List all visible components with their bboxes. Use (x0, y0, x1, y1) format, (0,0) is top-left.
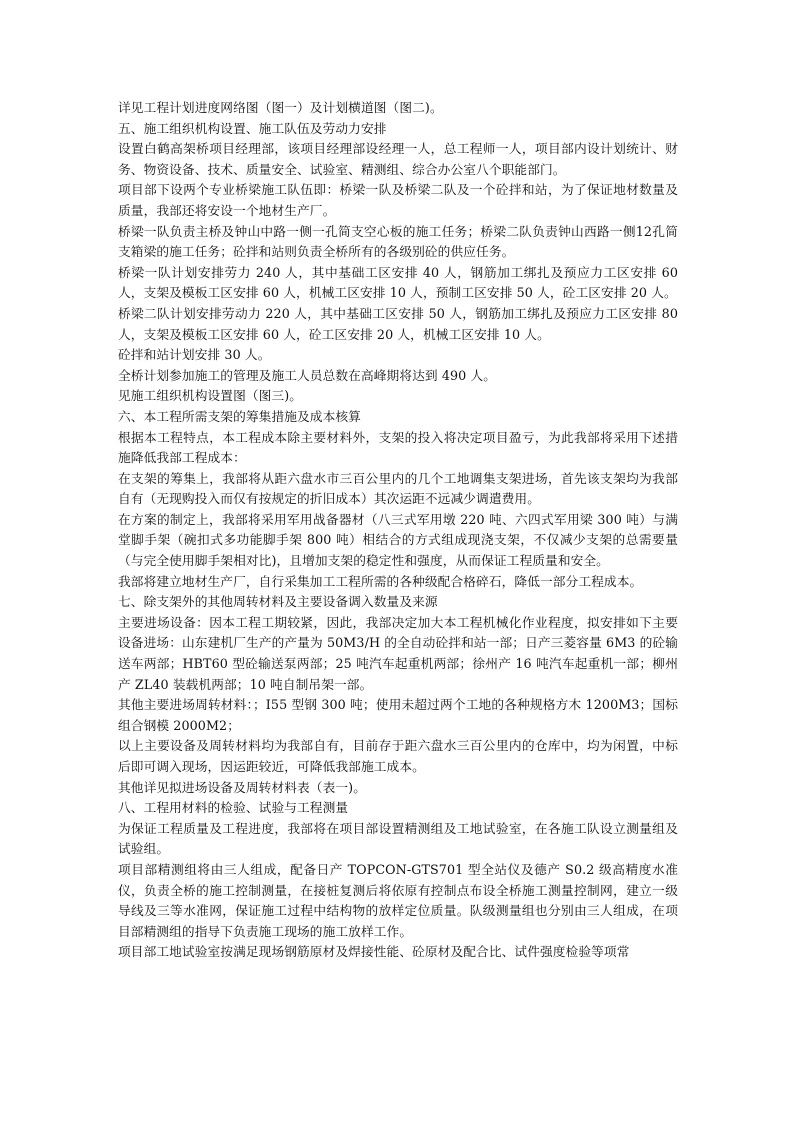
paragraph: 主要进场设备：因本工程工期较紧，因此，我部决定加大本工程机械化作业程度，拟安排如下主要设备进场：山东建机厂生产的产量为 50M3/H 的全自动砼拌和站一部；日产三菱容量 6M3 的砼输送车两部；HBT60 型砼输送泵两部；25 吨汽车起重机两部；徐州产 16 吨汽车起重机一部；柳州产 ZL40 装载机两部；10 吨自制吊架一部。 (118, 614, 678, 692)
paragraph: 在方案的制定上，我部将采用军用战备器材（八三式军用墩 220 吨、六四式军用梁 300 吨）与满堂脚手架（碗扣式多功能脚手架 800 吨）相结合的方式组成现浇支架，不仅减少支架的总需要量（与完全使用脚手架相对比)，且增加支架的稳定性和强度，从而保证工程质量和安全。 (118, 511, 678, 569)
paragraph: 设置白鹤高架桥项目经理部，该项目经理部设经理一人，总工程师一人，项目部内设计划统计、财务、物资设备、技术、质量安全、试验室、精测组、综合办公室八个职能部门。 (118, 141, 678, 177)
paragraph: 根据本工程特点，本工程成本除主要材料外，支架的投入将决定项目盈亏，为此我部将采用下述措施降低我部工程成本： (118, 429, 678, 466)
paragraph: 在支架的筹集上，我部将从距六盘水市三百公里内的几个工地调集支架进场，首先该支架均为我部自有（无现购投入而仅有按规定的折旧成本）其次运距不远减少调遣费用。 (118, 470, 678, 507)
paragraph: 我部将建立地材生产厂，自行采集加工工程所需的各种级配合格碎石，降低一部分工程成本。 (118, 573, 643, 589)
section-heading-7: 七、除支架外的其他周转材料及主要设备调入数量及来源 (118, 594, 438, 610)
section-heading-8: 八、工程用材料的检验、试验与工程测量 (118, 800, 349, 816)
section-heading-5: 五、施工组织机构设置、施工队伍及劳动力安排 (118, 120, 387, 136)
section-heading-6: 六、本工程所需支架的筹集措施及成本核算 (118, 408, 361, 424)
paragraph: 为保证工程质量及工程进度，我部将在项目部设置精测组及工地试验室，在各施工队设立测量组及试验组。 (118, 820, 678, 857)
paragraph: 项目部工地试验室按满足现场钢筋原材及焊接性能、砼原材及配合比、试件强度检验等项常 (118, 944, 630, 960)
paragraph: 项目部精测组将由三人组成，配备日产 TOPCON-GTS701 型全站仪及德产 S0.2 级高精度水准仪，负责全桥的施工控制测量，在接桩复测后将依原有控制点布设全桥施工测量控制网，建立一级导线及三等水准网，保证施工过程中结构物的放样定位质量。队级测量组也分别由三人组成，在项目部精测组的指导下负责施工现场的施工放样工作。 (118, 861, 678, 939)
paragraph: 桥梁一队负责主桥及钟山中路一侧一孔简支空心板的施工任务；桥梁二队负责钟山西路一侧12孔简支箱梁的施工任务；砼拌和站则负责全桥所有的各级别砼的供应任务。 (118, 223, 678, 260)
paragraph: 全桥计划参加施工的管理及施工人员总数在高峰期将达到 490 人。 (118, 367, 497, 383)
paragraph-schedule-reference: 详见工程计划进度网络图（图一）及计划横道图（图二)。 (118, 100, 443, 115)
paragraph: 见施工组织机构设置图（图三)。 (118, 388, 303, 404)
paragraph: 砼拌和站计划安排 30 人。 (118, 347, 271, 363)
paragraph: 桥梁二队计划安排劳动力 220 人，其中基础工区安排 50 人，钢筋加工绑扎及预应力工区安排 80 人，支架及模板工区安排 60 人，砼工区安排 20 人，机械工区安排 10 人。 (118, 305, 678, 342)
document-body (118, 98, 678, 963)
paragraph: 其他详见拟进场设备及周转材料表（表一)。 (118, 779, 367, 795)
paragraph: 以上主要设备及周转材料均为我部自有，目前存于距六盘水三百公里内的仓库中，均为闲置，中标后即可调入现场，因运距较近，可降低我部施工成本。 (118, 738, 678, 774)
paragraph: 项目部下设两个专业桥梁施工队伍即：桥梁一队及桥梁二队及一个砼拌和站，为了保证地材数量及质量，我部还将安设一个地材生产厂。 (118, 182, 678, 218)
paragraph: 其他主要进场周转材料：；I55 型钢 300 吨；使用未超过两个工地的各种规格方木 1200M3；国标组合钢模 2000M2； (118, 697, 678, 733)
paragraph: 桥梁一队计划安排劳力 240 人，其中基础工区安排 40 人，钢筋加工绑扎及预应力工区安排 60 人，支架及模板工区安排 60 人，机械工区安排 10 人，预制工区安排 50 人，砼工区安排 20 人。 (118, 264, 678, 301)
